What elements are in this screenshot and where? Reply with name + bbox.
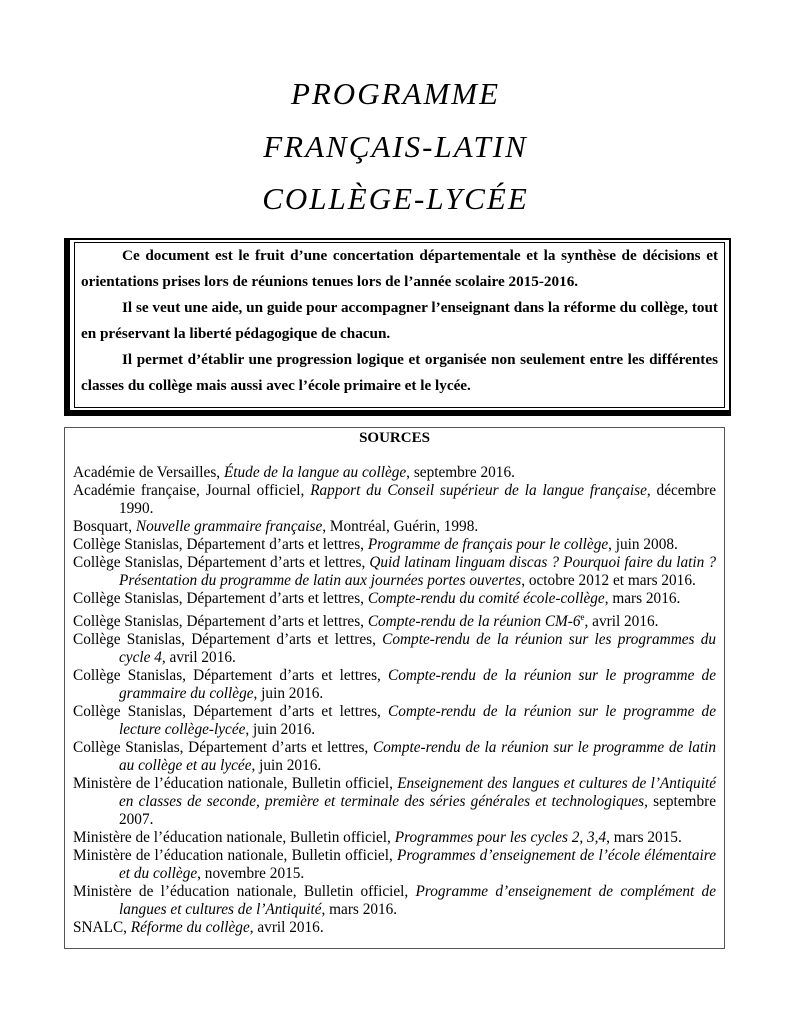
intro-box [64,238,731,416]
source-entry [73,703,716,739]
source-entry [73,590,716,608]
intro-box-inner [74,242,725,408]
source-entry [73,775,716,829]
source-date: , septembre 2016. [406,464,515,481]
source-date: , octobre 2012 et mars 2016. [521,572,696,589]
source-date: , mars 2015. [606,829,682,847]
source-author: Collège Stanislas, Département d’arts et lettres, [73,703,389,721]
source-author: Collège Stanislas, Département d’arts et lettres, [73,631,383,649]
source-entry [73,667,716,703]
source-title: Compte-rendu de la réunion CM-6 [367,613,581,631]
source-title: Compte-rendu de la réunion sur le programme de latin au collège et au lycée [119,739,716,775]
source-title: Rapport du Conseil supérieur de la langue française [310,482,647,499]
sources-box [64,427,725,949]
source-entry [73,554,716,590]
source-author: Collège Stanislas, Département d’arts et lettres, [73,554,370,571]
source-date: , mars 2016. [604,590,681,607]
title-line-1: PROGRAMME [290,76,501,111]
source-date: , juin 2016. [251,757,322,775]
source-entry [73,883,716,919]
source-author: Collège Stanislas, Département d’arts et lettres, [73,667,389,685]
source-author: Collège Stanislas, Département d’arts et lettres, [73,613,368,631]
source-author: Collège Stanislas, Département d’arts et lettres, [73,536,368,553]
source-title: Programme d’enseignement de complément de langues et cultures de l’Antiquité [119,883,716,919]
source-date: , avril 2016. [584,613,659,631]
sources-list [73,464,716,937]
source-entry [73,829,716,847]
source-date: , mars 2016. [321,901,398,919]
source-title: Réforme du collège [130,919,250,937]
source-title: Étude de la langue au collège [223,464,407,481]
source-title: Enseignement des langues et cultures de l’Antiquité en classes de seconde, première et terminale des séries générales et technologiques, [119,775,716,811]
source-date: , juin 2016. [245,721,316,739]
source-date: septembre 2007. [119,793,716,829]
source-author: Ministère de l’éducation nationale, Bulletin officiel, [73,829,395,847]
intro-paragraph: Il se veut une aide, un guide pour accompagner l’enseignant dans la réforme du collège, tout en préservant la liberté pédagogique de chacun. [81,299,718,342]
intro-paragraph: Il permet d’établir une progression logique et organisée non seulement entre les différentes classes du collège mais aussi avec l’école primaire et le lycée. [81,351,718,394]
source-author: Collège Stanislas, Département d’arts et lettres, [73,739,373,757]
source-entry [73,518,716,536]
source-title: Programme de français pour le collège [367,536,609,553]
source-author: Collège Stanislas, Département d’arts et lettres, [73,590,368,607]
sources-heading: SOURCES [359,430,430,446]
source-author: Académie de Versailles, [73,464,224,481]
source-author: Ministère de l’éducation nationale, Bulletin officiel, [73,883,416,901]
intro-paragraph: Ce document est le fruit d’une concertation départementale et la synthèse de décisions et orientations prises lors de réunions tenues lors de l’année scolaire 2015-2016. [81,247,718,290]
source-title: Compte-rendu de la réunion sur le programme de grammaire du collège [119,667,716,703]
source-author: SNALC, [73,919,131,937]
source-entry [73,536,716,554]
source-title: Compte-rendu du comité école-collège [367,590,605,607]
source-entry [73,608,716,631]
source-title: Compte-rendu de la réunion sur le programme de lecture collège-lycée [119,703,716,739]
source-date: , avril 2016. [249,919,324,937]
source-date: , décembre 1990. [119,482,716,517]
source-title: Programmes pour les cycles 2, 3,4 [394,829,607,847]
source-author: Ministère de l’éducation nationale, Bulletin officiel, [73,775,398,793]
title-line-2: FRANÇAIS-LATIN [263,129,528,164]
source-entry [73,847,716,883]
source-date: , Montréal, Guérin, 1998. [322,518,479,535]
source-date: avril 2016. [165,649,236,667]
source-superscript: e [580,612,585,622]
source-title: Quid latinam linguam discas ? Pourquoi faire du latin ? Présentation du programme de latin aux journées portes ouvertes [119,554,716,589]
source-title: Nouvelle grammaire française [135,518,323,535]
source-entry [73,464,716,482]
source-entry [73,482,716,518]
title-line-3: COLLÈGE-LYCÉE [262,181,529,216]
source-title: Compte-rendu de la réunion sur les programmes du cycle 4, [119,631,716,667]
source-author: Académie française, Journal officiel, [73,482,311,499]
source-date: , juin 2016. [253,685,324,703]
source-entry [73,631,716,667]
source-author: Ministère de l’éducation nationale, Bulletin officiel, [73,847,398,865]
source-title: Programmes d’enseignement de l’école élémentaire et du collège [119,847,716,883]
source-entry [73,739,716,775]
source-entry [73,919,716,937]
source-date: , novembre 2015. [197,865,305,883]
source-date: , juin 2008. [608,536,678,553]
source-author: Bosquart, [73,518,136,535]
